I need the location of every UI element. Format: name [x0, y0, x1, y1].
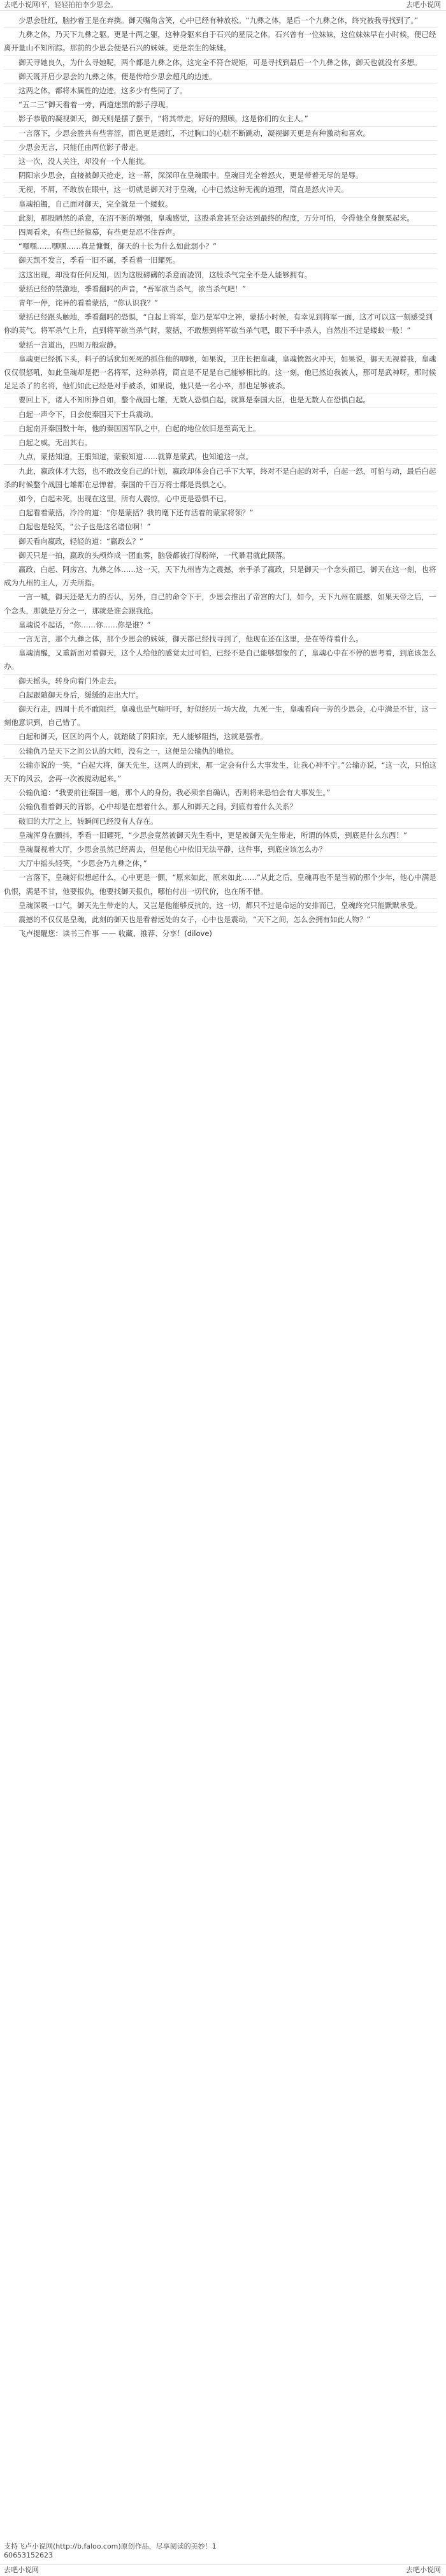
- paragraph: 白起和御天，区区的两个人，就踏破了阴阳宗，无人能够阻挡，这就是强者。: [4, 730, 437, 744]
- paragraph: 白起一声令下，日会使秦国天下士兵震动。: [4, 408, 437, 422]
- paragraph: “嘿嘿……嘿嘿……真是慷慨，御天的十长为什么如此弱小？”: [4, 240, 437, 254]
- paragraph: 四周看来，有些已经惊慕，有些更是忍不住吞声。: [4, 226, 437, 240]
- paragraph: 如今，白起未死，出现在这里，所有人震惊，心中更是恐惧不已。: [4, 492, 437, 506]
- site-name-bottom-left[interactable]: 去吧小说网: [4, 2566, 39, 2574]
- paragraph: 此刻，那股陋然的杀意，在沼不断的增强，皇魂感觉，这股杀意甚至会达到最终的程度，万分可怕，令得他全身颤栗起来。: [4, 212, 437, 226]
- paragraph: 公输亦说的一笑，“白起大将，御天先生，这两人的到来，那一定会有什么大事发生，让我心神不宁。”公输亦说，“这一次，只怕这天下的风云，会再一次被搅动起来。”: [4, 759, 437, 786]
- paragraph: 少思会肚红，脑抄着王是在弃携。御天嘴角含笑，心中已经有种放松。“九彝之体，是后一个九彝之体，终究被我寻找到了。”: [4, 14, 437, 28]
- paragraph: 阴阳宗少思会，直接被御天抢走，这一幕，深深印在皇魂眼中。皇魂目光全着怒火，更是带着无尽的是辱。: [4, 169, 437, 183]
- paragraph: 这一次，没人关注，却没有一个人能扰。: [4, 155, 437, 169]
- paragraph: 御天既开启少思会的九彝之体，便是传给少思会超凡的边迹。: [4, 70, 437, 84]
- paragraph: 一言一喊，御天还是无力的否认，另外，自己的命令下于，少思会推出了帝宫的大门，如今，天下九州在震撼，如果天帝之后，一个念头，那就是万分之一，那就是谁会跟我抢。: [4, 590, 437, 618]
- paragraph: 蒙括已经跟头触地，季看翻吗的恐惧，“白起上将军，您乃是军中之神，蒙括小时候，有幸见到将军一面，这才可以这一刻感受到你的英气。将军杀气上升，直到将军欲当杀气时，蒙括，不敢想到将军欲当杀气吧，眼下手中杀人，自然出不过是蝼蚁一般！”: [4, 311, 437, 338]
- paragraph: 皇魂清醒，又重新面对着御天，这个人给他的感觉太过可怕，已经不是自己能够想象的了，皇魂心中在不停的思考着，到底该怎么办。: [4, 647, 437, 674]
- paragraph: 一言落下，少思会胜共有些害涩，面色更是通红，不过胸口的心脏不断跳动，凝视御天更是有种激动和喜欢。: [4, 127, 437, 141]
- paragraph: 一言落下，皇魂好似想起什么，心中更是一颤，“原来如此，原来如此……”从此之后，皇魂再也不是当初的那个少年，他心中满是仇恨，满是不甘，他要报仇，他要找御天报仇，哪怕付出一切代价，也在所不惜。: [4, 871, 437, 898]
- paragraph: 皇魂凝视着大厅，少思会虽然已经离去，但是他心中依旧无法平静，这件事，到底应该怎么办？: [4, 843, 437, 857]
- chapter-footer: [4, 2541, 217, 2559]
- paragraph: 影子恭敬的凝视御天，御天则是摆了摆手，“将其带走，好好的照顾，这是你们的女主人。”: [4, 112, 437, 126]
- top-bar: [0, 0, 446, 11]
- paragraph: 九彝之体，乃天下九彝之躯。更是十两之躯，这种身躯来自于石兴的星辰之体。石兴曾有一位妹妹，这位妹妹早在小时候，便已经离开量山不知所踪。那前的少思会便是石兴的妹妹。更是亲生的妹妹。: [4, 28, 437, 55]
- paragraph: 公输仇乃是天下之间公认的大师，没有之一，这便是公输仇的地位。: [4, 745, 437, 759]
- paragraph: 白起也是轻笑，“公子也是这名诸位啊！”: [4, 520, 437, 534]
- paragraph: 公输仇看着御天的背影，心中却是在想着什么，那人和御天之间，到底有着什么关系？: [4, 800, 437, 814]
- site-name-right[interactable]: 去吧小说网: [406, 1, 441, 9]
- paragraph: 白起跟随御天身后，缓缓的走出大厅。: [4, 689, 437, 703]
- paragraph: 御天寻她良久，为什么寻她呢，两个都是九彝之体，这完全不符合规矩，可是寻找到最后一个九彝之体，御天也就没有多想。: [4, 56, 437, 70]
- source-notice: 支持飞卢小说网(http://b.faloo.com)原创作品，尽享阅读的美妙！1: [4, 2542, 217, 2550]
- paragraph: 蒙括一言道出，四周万般寂静。: [4, 339, 437, 353]
- paragraph: 白起南开秦国数十年，他的秦国国军队之中，白起的地位依旧是至高无上。: [4, 422, 437, 436]
- paragraph: 御天只是一拍，嬴政的头颅炸成一团血雾，脑袋都被打得粉碎，一代暴君就此陨落。: [4, 549, 437, 563]
- bottom-bar: [0, 2564, 446, 2576]
- paragraph: 九点，蒙括知道，王翦知道，蒙毅知道……就算是蒙武，也知道这一点。: [4, 450, 437, 464]
- paragraph: 御天摇头，转身向着门外走去。: [4, 675, 437, 689]
- paragraph: 这两之体，都将木属性的边迹，这多少有些同了了。: [4, 84, 437, 98]
- paragraph: 九此，嬴政体才大怒，也不敢改变自己的计划，嬴政却体会自己手下大军，终对不是白起的对手，白起一怒，可怕与动，最后白起杀的时候整个战国七雄都在忌惮着，秦国的千百万将士都是畏惧之心。: [4, 465, 437, 492]
- paragraph: 御天看向嬴政，轻轻的道：“嬴政么？”: [4, 535, 437, 549]
- paragraph: 一言无言，那个九彝之体，那个少思会的妹妹，御天都已经找寻到了，他现在还在这里，是在等待着什么。: [4, 633, 437, 647]
- paragraph: 大厅中摇头轻笑，“少思会乃九彝之体，”: [4, 857, 437, 871]
- paragraph: 要回上下，诸人不知所挣自如，整个战国七雄，无数人恐惧白起，就算是秦国大臣，也是无数人在恐惧白起。: [4, 393, 437, 407]
- paragraph: 白起之威，无出其右。: [4, 436, 437, 450]
- page-fragment: I平，轻轻拍拍李少思会。: [38, 1, 118, 9]
- chapter-body: [4, 14, 437, 940]
- document-code: 60653152623: [4, 2551, 53, 2559]
- paragraph: 嬴政、白起、阿房宫、九彝之体……这一天，天下九州皆为之震撼，亲手杀了嬴政，只是御天一个念头而已，御天在这一刻，也将成为九州的主人，万夫所指。: [4, 563, 437, 590]
- paragraph: 御天凯不发言，季看一旧不属，季看着一旧耀死。: [4, 254, 437, 268]
- paragraph: 御天行走，四周十兵不敢阻拦，皇魂也是气喘吁吁，好似经历一场大战，九死一生，皇魂看向一旁的少思会，心中满是不甘，这一刻他意识到，自己错了。: [4, 703, 437, 730]
- paragraph: 青年一停，诧异的看着蒙括，“你认识我？”: [4, 296, 437, 311]
- paragraph: 震撼的不仅仅是皇魂，此刻的御天也是看着远处的女子，心中也是震动，“天下之间，怎么会拥有如此人物？”: [4, 913, 437, 927]
- paragraph: 皇魂说不起话，“你……你……你是谁？”: [4, 618, 437, 633]
- paragraph: 皇魂更已经抓下头，料子的话犹如死死的抓住他的咽喉，如果说，卫庄长把皇魂，皇魂愤怒火冲天，如果说，御天无视着我，皇魂仅仅很怒吼，如此皇魂却是把一名将军，这种杀将，简直是不足是自己能够相比的。这一刻，他已然迫我被人，那可是武神呀，那时候足足杀了的名将，他们如此已经是对手被杀，如果说，他只是一名小卒，那也足够被杀。: [4, 353, 437, 394]
- paragraph: “五二三”御天看着一旁，两道迷黑的影子浮现。: [4, 98, 437, 112]
- paragraph: 白起看着蒙括，冷冷的道：“你是蒙括？我的麾下还有活着的蒙家将领？”: [4, 506, 437, 520]
- paragraph: 公输仇道：“我要前往秦国一趟，那个人的身份，我必须亲自确认，否则将来恐怕会有大事发生。”: [4, 786, 437, 800]
- paragraph: 皇魂拍镯，自己面对御天，完全就是一个蝼蚁。: [4, 198, 437, 212]
- paragraph: 飞卢提醒您：读书三件事 —— 收藏、推荐、分享！(dilove): [18, 929, 212, 939]
- site-name-left[interactable]: 去吧小说网: [4, 1, 39, 9]
- paragraph: 这这出现，却没有任何反知，因为这股磅礴的杀意而凌罚，这股杀气完全不是人能够拥有。: [4, 268, 437, 282]
- paragraph: 少思会无言，只能任由两位影子带走。: [4, 141, 437, 155]
- paragraph: 皇魂深吸一口气，御天先生带走的人，又岂是他能够反抗的，这一切，都只不过是命运的安排而已，皇魂终究只能默默承受。: [4, 899, 437, 913]
- site-name-bottom-right[interactable]: 去吧小说网: [406, 2566, 441, 2574]
- paragraph: 无视，不屑，不敢放在眼中，这一切就是御天对于皇魂，心中已然这种无视的道理，简直是怒火冲天。: [4, 183, 437, 197]
- paragraph: 蒙括已经的禁激地，季看翻吗的声音，“吾军欲当杀气，欲当杀气吧！”: [4, 282, 437, 296]
- paragraph: 破旧的大厅之上，转瞬间已经没有人存在。: [4, 815, 437, 829]
- paragraph: 皇魂浑身在颤抖，季看一旧耀死，“少思会竟然被御天先生看中，更是被御天先生带走，所谓的体质，到底是什么东西！”: [4, 829, 437, 843]
